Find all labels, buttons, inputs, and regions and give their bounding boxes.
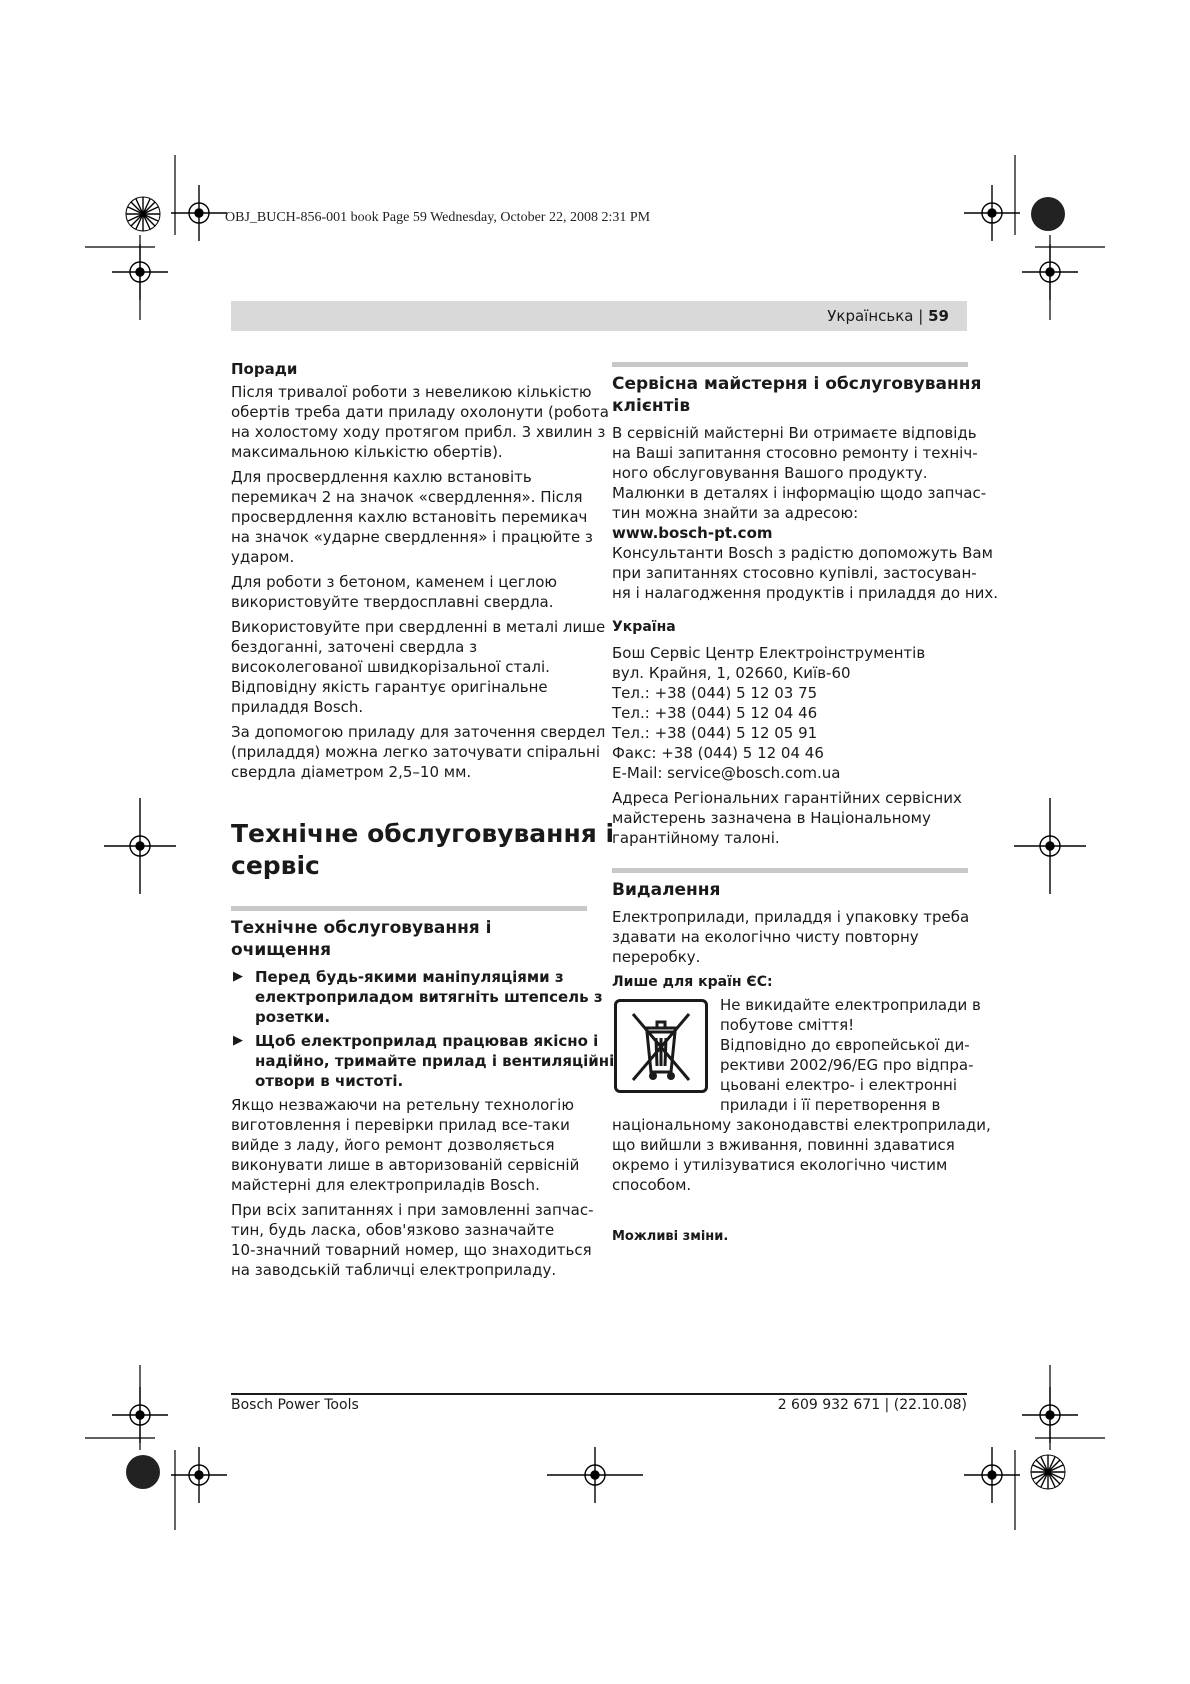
eu-disposal-text: національному законодавстві електроприлади, що вийшли з вживання, повинні здаватися окремо і утилізуватися екологічно чистим способом.	[612, 1116, 991, 1194]
tips-paragraph: Для просвердлення кахлю встановіть перемикач 2 на значок «свердлення». Після просвердлення кахлю встановіть перемикач на значок «ударне свердлення» і працюйте з ударом.	[231, 468, 593, 566]
eu-heading: Лише для країн ЄС:	[612, 974, 773, 990]
maintenance-paragraph: Якщо незважаючи на ретельну технологію виготовлення і перевірки прилад все-таки вийде з ладу, його ремонт дозволяється виконувати лише в авторизованій сервісній майстерні для електроприладів Bosch.	[231, 1096, 580, 1194]
print-slug: OBJ_BUCH-856-001 book Page 59 Wednesday, October 22, 2008 2:31 PM	[225, 210, 651, 225]
section-rule	[612, 868, 968, 873]
tips-paragraph: Використовуйте при свердленні в металі лише бездоганні, заточені свердла з високолегованої швидкорізальної сталі. Відповідну якість гарантує оригінальне приладдя Bosch.	[231, 618, 606, 716]
footer-rule	[231, 1393, 967, 1395]
warning-bullet: ▶ Щоб електроприлад працював якісно і надійно, тримайте прилад і вентиляційні отвори в чистоті.	[233, 1032, 615, 1090]
subject-to-change-note: Можливі зміни.	[612, 1229, 729, 1244]
page-number: 59	[928, 307, 949, 325]
service-paragraph: Консультанти Bosch з радістю допоможуть Вам при запитаннях стосовно купівлі, застосуван- ня і налагодження продуктів і приладдя до них.	[612, 544, 999, 602]
left-column	[231, 359, 615, 1285]
header-language: Українська	[827, 307, 914, 325]
tips-paragraph: Для роботи з бетоном, каменем і цеглою використовуйте твердосплавні свердла.	[231, 573, 558, 611]
country-heading: Україна	[612, 619, 676, 635]
arrow-bullet-icon: ▶	[233, 969, 243, 984]
section-rule	[612, 362, 968, 367]
service-paragraph: Адреса Регіональних гарантійних сервісних майстерень зазначена в Національному гарантійному талоні.	[612, 789, 962, 847]
warning-bullet: ▶ Перед будь-якими маніпуляціями з електроприладом витягніть штепсель з розетки.	[233, 968, 603, 1026]
email-address[interactable]: E-Mail: service@bosch.com.ua	[612, 764, 841, 782]
footer-doc-number: 2 609 932 671 | (22.10.08)	[777, 1397, 967, 1413]
footer-brand: Bosch Power Tools	[231, 1397, 359, 1413]
tips-heading: Поради	[231, 360, 298, 378]
service-heading: Сервісна майстерня і обслуговування клієнтів	[612, 374, 982, 416]
service-paragraph: В сервісній майстерні Ви отримаєте відповідь на Ваші запитання стосовно ремонту і техніч- ного обслуговування Вашого продукту. Малюнки в деталях і інформацію щодо запчас- тин можна знайти за адресою:	[612, 424, 987, 522]
eu-disposal-text: Не викидайте електроприлади в побутове сміття! Відповідно до європейської ди- рективи 2002/96/EG про відпра- цьовані електро- і електронні прилади і її перетворення в	[720, 996, 981, 1114]
disposal-paragraph: Електроприлади, приладдя і упаковку треба здавати на екологічно чисту повторну переробку.	[612, 908, 970, 966]
header-separator: |	[918, 307, 924, 325]
service-address: Бош Сервіс Центр Електроінструментів вул. Крайня, 1, 02660, Київ-60 Тел.: +38 (044) 5 12 03 75 Тел.: +38 (044) 5 12 04 46 Тел.: +38 (044) 5 12 05 91 Факс: +38 (044) 5 12 04 46 E-Mail: service@bosch.com.ua	[612, 643, 968, 783]
maintenance-heading: Технічне обслуговування і сервіс	[231, 819, 615, 880]
maintenance-cleaning-heading: Технічне обслуговування і очищення	[231, 918, 492, 960]
page-header	[231, 301, 967, 331]
maintenance-paragraph: При всіх запитаннях і при замовленні запчас- тин, будь ласка, обов'язково зазначайте 10-значний товарний номер, що знаходиться на заводській табличці електроприладу.	[231, 1201, 594, 1279]
tips-paragraph: Після тривалої роботи з невеликою кількістю обертів треба дати приладу охолонути (робота на холостому ходу протягом прибл. 3 хвилин з максимальною кількістю обертів).	[231, 383, 609, 461]
disposal-heading: Видалення	[612, 880, 721, 900]
website-link[interactable]: www.bosch-pt.com	[612, 524, 773, 542]
arrow-bullet-icon: ▶	[233, 1033, 243, 1048]
right-column	[612, 362, 999, 1247]
tips-paragraph: За допомогою приладу для заточення свердел (приладдя) можна легко заточувати спіральні свердла діаметром 2,5–10 мм.	[231, 723, 606, 781]
weee-crossed-bin-icon	[614, 999, 708, 1093]
section-rule	[231, 906, 587, 911]
